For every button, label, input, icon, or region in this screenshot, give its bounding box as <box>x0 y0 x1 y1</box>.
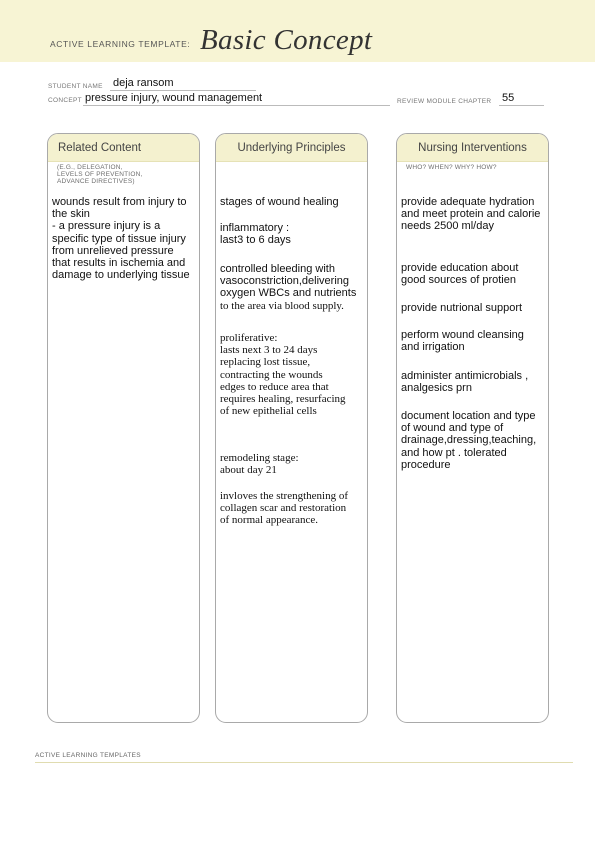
nursing-interventions-subtitle: WHO? WHEN? WHY? HOW? <box>406 164 497 171</box>
student-name-label: STUDENT NAME <box>48 83 103 90</box>
principle-inflammatory: inflammatory : last3 to 6 days <box>220 222 291 247</box>
nursing-interventions-column <box>396 133 549 723</box>
principle-proliferative: proliferative: lasts next 3 to 24 days replacing lost tissue, contracting the wounds edges to reduce area that requires healing, resurfacing of new epithelial cells <box>220 332 346 418</box>
related-content-title: Related Content <box>58 142 142 154</box>
review-module-underline <box>499 105 544 106</box>
principle-remodeling-detail: invloves the strengthening of collagen scar and restoration of normal appearance. <box>220 490 349 527</box>
nursing-interventions-title: Nursing Interventions <box>418 142 527 154</box>
page-title: Basic Concept <box>200 24 373 56</box>
intervention-nutrition: provide nutrional support <box>401 302 523 314</box>
student-name-underline <box>110 90 256 91</box>
related-content-subtitle: (E.G., DELEGATION, LEVELS OF PREVENTION, ADVANCE DIRECTIVES) <box>57 164 143 185</box>
footer-label: ACTIVE LEARNING TEMPLATES <box>35 752 141 759</box>
intervention-wound-cleansing: perform wound cleansing and irrigation <box>401 329 524 354</box>
intervention-hydration: provide adequate hydration and meet protein and calorie needs 2500 ml/day <box>401 196 541 233</box>
concept-underline <box>83 105 390 106</box>
underlying-principles-title: Underlying Principles <box>237 142 346 154</box>
concept-label: CONCEPT <box>48 97 82 104</box>
concept-value[interactable]: pressure injury, wound management <box>85 92 263 104</box>
underlying-principles-column <box>215 133 368 723</box>
review-module-label: REVIEW MODULE CHAPTER <box>397 98 492 105</box>
intervention-antimicrobials: administer antimicrobials , analgesics prn <box>401 370 529 395</box>
principle-blood-supply: to the area via blood supply. <box>220 300 344 312</box>
underlying-principles-header <box>216 134 367 162</box>
related-content-text: wounds result from injury to the skin - a pressure injury is a specific type of tissue injury from unrelieved pressure that results in ischemia and damage to underlying tissue <box>52 196 190 282</box>
intervention-documentation: document location and type of wound and type of drainage,dressing,teaching, and how pt . tolerated procedure <box>401 410 537 471</box>
student-name-value[interactable]: deja ransom <box>113 77 174 89</box>
related-content-column <box>47 133 200 723</box>
nursing-interventions-header <box>397 134 548 162</box>
template-prefix: ACTIVE LEARNING TEMPLATE: <box>50 39 191 49</box>
review-module-value[interactable]: 55 <box>502 92 515 104</box>
principle-inflammatory-detail: controlled bleeding with vasoconstriction,delivering oxygen WBCs and nutrients <box>220 263 357 300</box>
footer-divider <box>35 762 573 763</box>
intervention-education: provide education about good sources of protien <box>401 262 519 287</box>
principle-stages-heading: stages of wound healing <box>220 196 339 208</box>
related-content-header <box>48 134 199 162</box>
principle-remodeling: remodeling stage: about day 21 <box>220 452 299 477</box>
